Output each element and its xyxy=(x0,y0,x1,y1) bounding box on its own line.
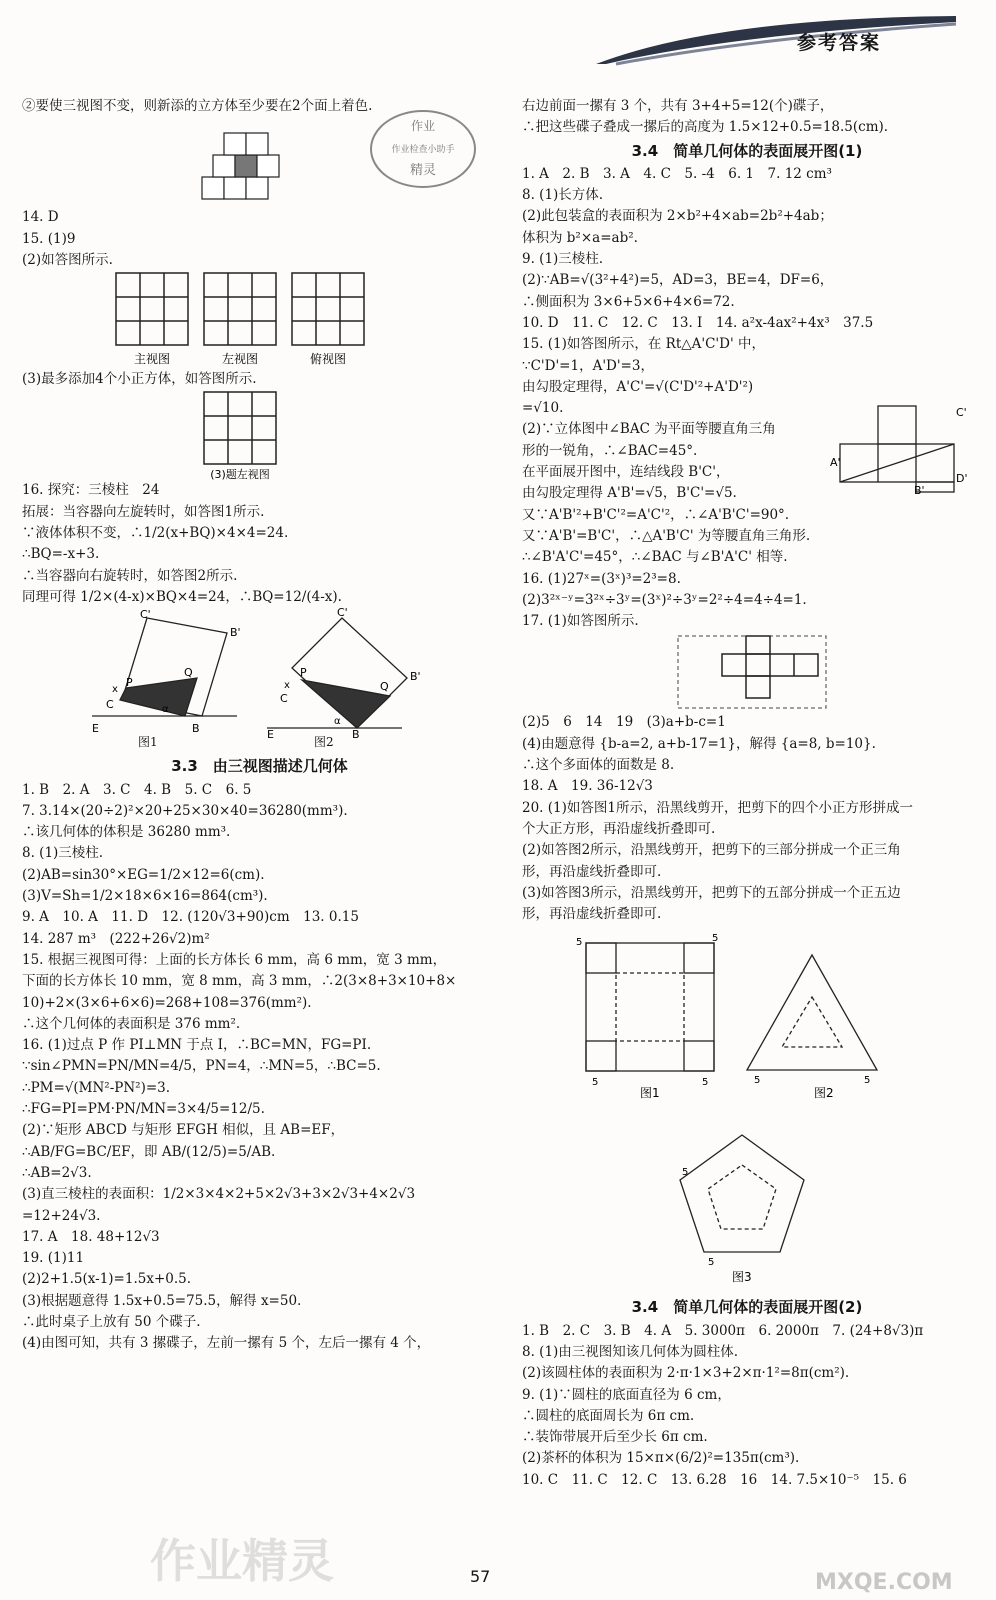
q16-a: 16. 探究：三棱柱 24 xyxy=(22,482,160,499)
page-header xyxy=(596,8,956,64)
answer-line: =√10. xyxy=(522,400,564,417)
q16-f: 同理可得 1/2×(4-x)×BQ×4=24，∴BQ=12/(4-x). xyxy=(22,588,342,605)
fig1-label-C: C xyxy=(106,698,114,712)
answer-line: 10. C 11. C 12. C 13. 6.28 16 14. 7.5×10⁻⁵ 15. 6 xyxy=(522,1471,907,1488)
fig2-caption: 图2 xyxy=(314,735,334,750)
net-label-B: B' xyxy=(914,483,925,497)
fig1-label-alpha: α xyxy=(162,704,169,716)
view-label-top: 俯视图 xyxy=(309,352,347,367)
q14: 14. D xyxy=(22,209,59,226)
net-right-figure xyxy=(830,404,970,497)
fig2-label-B1: B' xyxy=(410,670,421,684)
answer-line: 14. 287 m³ (222+26√2)m² xyxy=(22,930,210,947)
answer-line: 由勾股定理得 A'B'=√5，B'C'=√5. xyxy=(522,485,737,502)
cut-figures-drawing xyxy=(522,925,972,1295)
answer-line: 15. (1)如答图所示，在 Rt△A'C'D' 中， xyxy=(522,336,765,353)
answer-line: 8. (1)三棱柱. xyxy=(22,845,104,862)
answer-line: 形的一锐角，∴∠BAC=45°. xyxy=(522,442,698,459)
net-label-C: C' xyxy=(956,405,967,419)
container-figures xyxy=(22,606,497,742)
answer-line: (4)由图可知，共有 3 摞碟子，左前一摞有 5 个，左后一摞有 4 个， xyxy=(22,1335,431,1352)
answer-line: 10)+2×(3×6+6×6)=268+108=376(mm²). xyxy=(22,994,312,1011)
answer-line: (2)茶杯的体积为 15×π×(6/2)²=135π(cm³). xyxy=(522,1450,800,1467)
view-label-front: 主视图 xyxy=(133,352,171,367)
intro-line: ②要使三视图不变，则新添的立方体至少要在2个面上着色. xyxy=(22,98,373,114)
answer-line: ∴FG=PI=PM·PN/MN=3×4/5=12/5. xyxy=(22,1101,265,1118)
cube-figure xyxy=(22,117,497,207)
answer-line: 9. A 10. A 11. D 12. (120√3+90)cm 13. 0.15 xyxy=(22,909,359,926)
page-number: 57 xyxy=(470,1567,491,1586)
answer-line: 16. (1)过点 P 作 PI⊥MN 于点 I，∴BC=MN，FG=PI. xyxy=(22,1037,372,1054)
fig1-label-B1: B' xyxy=(230,626,241,640)
sec34b-answers xyxy=(522,1321,972,1491)
answer-line: 形，再沿虚线折叠即可. xyxy=(522,906,662,923)
answer-line: (2)∵AB=√(3²+4²)=5，AD=3，BE=4，DF=6， xyxy=(522,272,834,289)
cut-figures xyxy=(522,925,972,1295)
q15-1: 15. (1)9 xyxy=(22,230,76,247)
answer-line: 个大正方形，再沿虚线折叠即可. xyxy=(522,820,716,837)
three-views-grid xyxy=(22,271,497,369)
dim-5-g: 5 xyxy=(682,1167,689,1179)
left-view-grid xyxy=(22,390,497,480)
q16-b: 拓展：当容器向左旋转时，如答图1所示. xyxy=(22,503,265,520)
answer-line: (3)如答图3所示，沿黑线剪开，把剪下的五部分拼成一个正五边 xyxy=(522,884,901,901)
answer-line: 1. B 2. C 3. B 4. A 5. 3000π 6. 2000π 7. (24+8√3)π xyxy=(522,1322,924,1339)
answer-line: ∴PM=√(MN²-PN²)=3. xyxy=(22,1079,171,1096)
answer-line: 形，再沿虚线折叠即可. xyxy=(522,863,662,880)
answer-line: =12+24√3. xyxy=(22,1207,101,1224)
answer-line: ∴把这些碟子叠成一摞后的高度为 1.5×12+0.5=18.5(cm). xyxy=(522,119,889,136)
net-label-D: D' xyxy=(956,471,968,485)
answer-line: 17. (1)如答图所示. xyxy=(522,613,639,630)
answer-line: (3)直三棱柱的表面积：1/2×3×4×2+5×2√3+3×2√3+4×2√3 xyxy=(22,1186,416,1203)
answer-line: 又∵A'B'=B'C'，∴△A'B'C' 为等腰直角三角形. xyxy=(522,527,811,544)
answer-line: ∴这个几何体的表面积是 376 mm². xyxy=(22,1015,241,1032)
answer-line: (2)该圆柱体的表面积为 2·π·1×3+2×π·1²=8π(cm²). xyxy=(522,1365,850,1382)
q16-e: ∴当容器向右旋转时，如答图2所示. xyxy=(22,567,238,584)
answer-line: ∴此时桌子上放有 50 个碟子. xyxy=(22,1313,201,1330)
fig1-label-Q: Q xyxy=(184,666,193,680)
answer-line: 20. (1)如答图1所示，沿黑线剪开，把剪下的四个小正方形拼成一 xyxy=(522,799,913,816)
answer-line: 17. A 18. 48+12√3 xyxy=(22,1228,160,1245)
q17-5: ∴这个多面体的面数是 8. xyxy=(522,757,675,774)
answer-line: 1. A 2. B 3. A 4. C 5. -4 6. 1 7. 12 cm³ xyxy=(522,165,832,182)
cut-fig1-caption: 图1 xyxy=(640,1086,660,1101)
dim-5-h: 5 xyxy=(708,1257,715,1269)
q17-4: (4)由题意得 {b-a=2, a+b-17=1}，解得 {a=8, b=10}. xyxy=(522,735,876,752)
sec33-answers xyxy=(22,780,497,1355)
answer-line: ∴圆柱的底面周长为 6π cm. xyxy=(522,1407,695,1424)
left-view-figure xyxy=(22,390,497,480)
answer-line: ∴该几何体的体积是 36280 mm³. xyxy=(22,824,231,841)
answer-line: (3)V=Sh=1/2×18×6×16=864(cm³). xyxy=(22,888,268,905)
left-column xyxy=(22,96,497,1355)
answer-line: ∴侧面积为 3×6+5×6+4×6=72. xyxy=(522,293,735,310)
answer-line: (2)3²ˣ⁻ʸ=3²ˣ÷3ʸ=(3ˣ)²÷3ʸ=2²÷4=4÷4=1. xyxy=(522,591,807,608)
answer-line: ∴AB=2√3. xyxy=(22,1164,92,1181)
fig2-label-B: B xyxy=(352,728,360,742)
answer-line: (3)根据题意得 1.5x+0.5=75.5，解得 x=50. xyxy=(22,1292,302,1309)
answer-line: 7. 3.14×(20÷2)²×20+25×30×40=36280(mm³). xyxy=(22,802,348,819)
three-views-figure xyxy=(22,271,497,369)
fig2-label-Q: Q xyxy=(380,680,389,694)
answer-line: 19. (1)11 xyxy=(22,1250,85,1267)
answer-line: 8. (1)长方体. xyxy=(522,187,604,204)
right-top-lines xyxy=(522,96,972,139)
dim-5-c: 5 xyxy=(592,1077,599,1089)
answer-line: 由勾股定理得，A'C'=√(C'D'²+A'D'²) xyxy=(522,378,754,395)
answer-line: (2)此包装盒的表面积为 2×b²+4×ab=2b²+4ab； xyxy=(522,208,833,225)
fig2-label-x: x xyxy=(284,680,290,692)
fig1-caption: 图1 xyxy=(138,735,158,750)
dim-5-e: 5 xyxy=(754,1075,761,1087)
left-view-caption: (3)题左视图 xyxy=(210,468,270,482)
answer-line: (2)如答图2所示，沿黑线剪开，把剪下的三部分拼成一个正三角 xyxy=(522,842,901,859)
answer-line: ∵C'D'=1，A'D'=3， xyxy=(522,357,654,374)
fig1-label-E: E xyxy=(92,722,99,736)
net-label-A: A' xyxy=(830,455,841,469)
sec34b-title: 3.4 简单几何体的表面展开图(2) xyxy=(631,1298,863,1317)
cube-stack-drawing xyxy=(192,117,392,207)
answer-line: 9. (1)∵圆柱的底面直径为 6 cm， xyxy=(522,1386,731,1403)
fig2-label-E: E xyxy=(267,728,274,742)
q15-2: (2)如答图所示. xyxy=(22,251,113,268)
fig2-label-P: P xyxy=(300,666,307,680)
right-column xyxy=(522,96,972,1491)
answer-line: 15. 根据三视图可得：上面的长方体长 6 mm，高 6 mm，宽 3 mm， xyxy=(22,951,447,968)
answer-line: 在平面展开图中，连结线段 B'C'， xyxy=(522,464,730,481)
q17-2: (2)5 6 14 19 (3)a+b-c=1 xyxy=(522,714,726,731)
q15-3: (3)最多添加4个小正方体，如答图所示. xyxy=(22,371,257,388)
watermark-left: 作业精灵 xyxy=(150,1534,334,1588)
answer-line: 10. D 11. C 12. C 13. I 14. a²x-4ax²+4x³ 37.5 xyxy=(522,314,874,331)
answer-line: 体积为 b²×a=ab². xyxy=(522,229,638,246)
sec34a-title: 3.4 简单几何体的表面展开图(1) xyxy=(631,141,863,160)
sec34a-tail-answers xyxy=(522,776,972,925)
cross-net-figure xyxy=(522,632,972,712)
fig1-label-B: B xyxy=(192,722,200,736)
answer-line: 9. (1)三棱柱. xyxy=(522,251,604,268)
fig1-label-P: P xyxy=(126,676,133,690)
cut-fig3-caption: 图3 xyxy=(732,1270,752,1285)
fig1-label-x: x xyxy=(112,684,118,696)
answer-line: 右边前面一摞有 3 个，共有 3+4+5=12(个)碟子， xyxy=(522,98,834,114)
answer-line: 又∵A'B'²+B'C'²=A'C'²，∴∠A'B'C'=90°. xyxy=(522,506,790,523)
answer-line: 1. B 2. A 3. C 4. B 5. C 6. 5 xyxy=(22,781,252,798)
stamp-line2: 作业检查小助手 xyxy=(391,145,455,155)
answer-line: ∴装饰带展开后至少长 6π cm. xyxy=(522,1429,708,1446)
sec33-title: 3.3 由三视图描述几何体 xyxy=(171,757,348,776)
answer-line: ∴∠B'A'C'=45°，∴∠BAC 与∠B'A'C' 相等. xyxy=(522,549,788,566)
fig1-label-C1: C' xyxy=(140,608,151,622)
container-rotation-drawing xyxy=(22,606,497,742)
cut-fig2-caption: 图2 xyxy=(814,1086,834,1101)
container-fig-captions xyxy=(22,735,497,754)
answer-line: (2)∵矩形 ABCD 与矩形 EFGH 相似，且 AB=EF， xyxy=(22,1122,345,1139)
dim-5-a: 5 xyxy=(576,937,583,949)
dim-5-f: 5 xyxy=(864,1075,871,1087)
dim-5-b: 5 xyxy=(712,933,719,945)
answer-line: (2)2+1.5(x-1)=1.5x+0.5. xyxy=(22,1271,192,1288)
sec34a-block xyxy=(522,164,972,633)
answer-line: ∴AB/FG=BC/EF，即 AB/(12/5)=5/AB. xyxy=(22,1143,276,1160)
view-label-left: 左视图 xyxy=(221,352,259,367)
answer-line: 8. (1)由三视图知该几何体为圆柱体. xyxy=(522,1343,739,1360)
fig2-label-alpha: α xyxy=(334,716,341,728)
answer-line: 16. (1)27ˣ=(3ˣ)³=2³=8. xyxy=(522,570,681,587)
answer-line: 18. A 19. 36-12√3 xyxy=(522,778,653,795)
answer-line: ∵sin∠PMN=PN/MN=4/5，PN=4，∴MN=5，∴BC=5. xyxy=(22,1058,381,1075)
fig2-label-C: C xyxy=(280,692,288,706)
answer-line: 下面的长方体长 10 mm，宽 8 mm，高 3 mm，∴2(3×8+3×10+8× xyxy=(22,973,457,990)
q16-c: ∵液体体积不变，∴1/2(x+BQ)×4×4=24. xyxy=(22,525,289,542)
dim-5-d: 5 xyxy=(702,1077,709,1089)
q16-d: ∴BQ=-x+3. xyxy=(22,546,100,563)
cross-net-drawing xyxy=(522,632,972,712)
header-title: 参考答案 xyxy=(796,32,881,54)
stamp-line3: 精灵 xyxy=(409,163,437,178)
watermark-right: MXQE.COM xyxy=(815,1570,953,1595)
header-swoosh xyxy=(596,8,956,64)
answer-line: (2)∵立体图中∠BAC 为平面等腰直角三角 xyxy=(522,421,776,438)
answer-line: (2)AB=sin30°×EG=1/2×12=6(cm). xyxy=(22,866,265,883)
stamp-line1: 作业 xyxy=(410,119,436,133)
fig2-label-C1: C' xyxy=(337,606,348,620)
sec34a-answers xyxy=(522,164,972,633)
